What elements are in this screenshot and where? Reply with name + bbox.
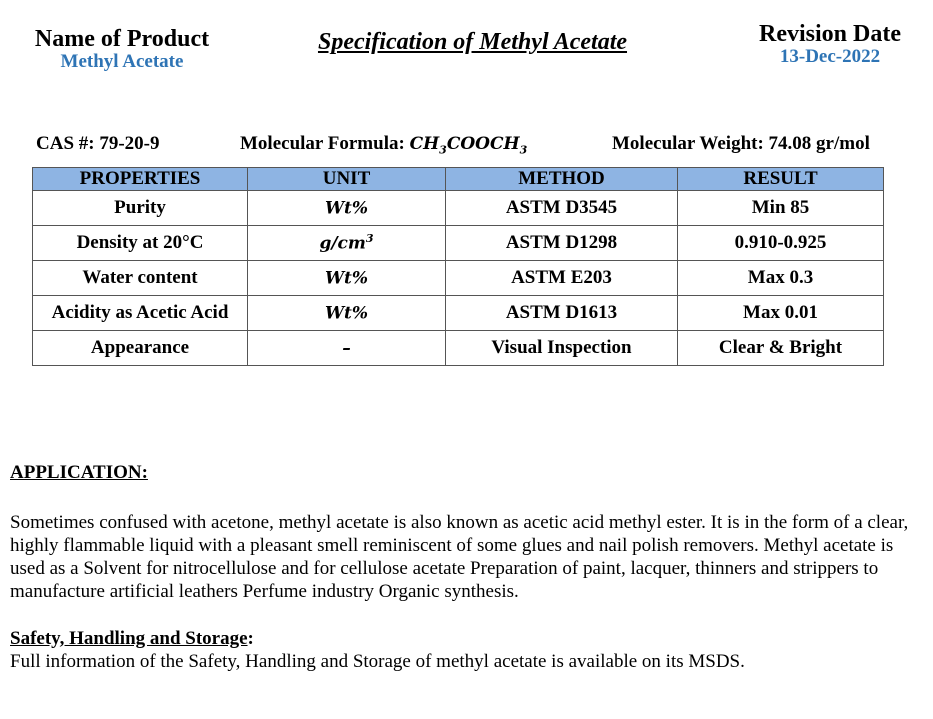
specification-table [32, 167, 884, 366]
property-cell: Water content [33, 261, 248, 296]
column-header-result: RESULT [678, 168, 884, 191]
result-cell: Clear & Bright [678, 331, 884, 366]
table-row [33, 331, 884, 366]
property-cell: Density at 20°C [33, 226, 248, 261]
unit-cell: – [248, 331, 446, 366]
product-name-value: Methyl Acetate [60, 51, 184, 72]
method-cell: ASTM D1613 [446, 296, 678, 331]
product-name-block [22, 26, 222, 72]
column-header-unit: UNIT [248, 168, 446, 191]
product-name-label: Name of Product [34, 26, 210, 52]
table-row [33, 296, 884, 331]
column-header-properties: PROPERTIES [33, 168, 248, 191]
method-cell: ASTM D1298 [446, 226, 678, 261]
table-row [33, 261, 884, 296]
molecular-formula-value: $CH_3COOCH_3$ [409, 134, 528, 157]
property-cell: Purity [33, 191, 248, 226]
result-cell: Min 85 [678, 191, 884, 226]
method-cell: ASTM D3545 [446, 191, 678, 226]
revision-date-block [750, 21, 910, 67]
cas-number: CAS #: 79-20-9 [36, 133, 160, 154]
unit-cell: Wt% [248, 296, 446, 331]
safety-heading [10, 628, 254, 650]
unit-cell: $g/cm^3$ [248, 226, 446, 261]
application-heading: APPLICATION: [10, 462, 148, 483]
method-cell: ASTM E203 [446, 261, 678, 296]
method-cell: Visual Inspection [446, 331, 678, 366]
result-cell: Max 0.3 [678, 261, 884, 296]
revision-date-label: Revision Date [759, 21, 901, 47]
table-row [33, 191, 884, 226]
unit-cell: Wt% [248, 191, 446, 226]
molecular-formula-label: Molecular Formula: [240, 133, 405, 154]
table-row [33, 226, 884, 261]
column-header-method: METHOD [446, 168, 678, 191]
molecular-weight: Molecular Weight: 74.08 gr/mol [612, 133, 870, 154]
result-cell: 0.910-0.925 [678, 226, 884, 261]
unit-cell: Wt% [248, 261, 446, 296]
property-cell: Acidity as Acetic Acid [33, 296, 248, 331]
safety-heading-colon: : [247, 628, 254, 649]
document-title: Specification of Methyl Acetate [317, 29, 628, 55]
result-cell: Max 0.01 [678, 296, 884, 331]
safety-text: Full information of the Safety, Handling and Storage of methyl acetate is available on its MSDS. [10, 651, 745, 672]
application-text: Sometimes confused with acetone, methyl acetate is also known as acetic acid methyl ester. It is in the form of a clear, highly flammable liquid with a pleasant smell reminiscent of some glues and nail polish removers. Methyl acetate is used as a Solvent for nitrocellulose and for cellulose acetate Preparation of paint, lacquer, thinners and strippers to manufacture artificial leathers Perfume industry Organic synthesis. [10, 512, 909, 602]
property-cell: Appearance [33, 331, 248, 366]
molecular-formula [240, 133, 527, 156]
revision-date-value: 13-Dec-2022 [779, 46, 881, 67]
table-header-row [33, 168, 884, 191]
safety-heading-label: Safety, Handling and Storage [10, 628, 248, 649]
